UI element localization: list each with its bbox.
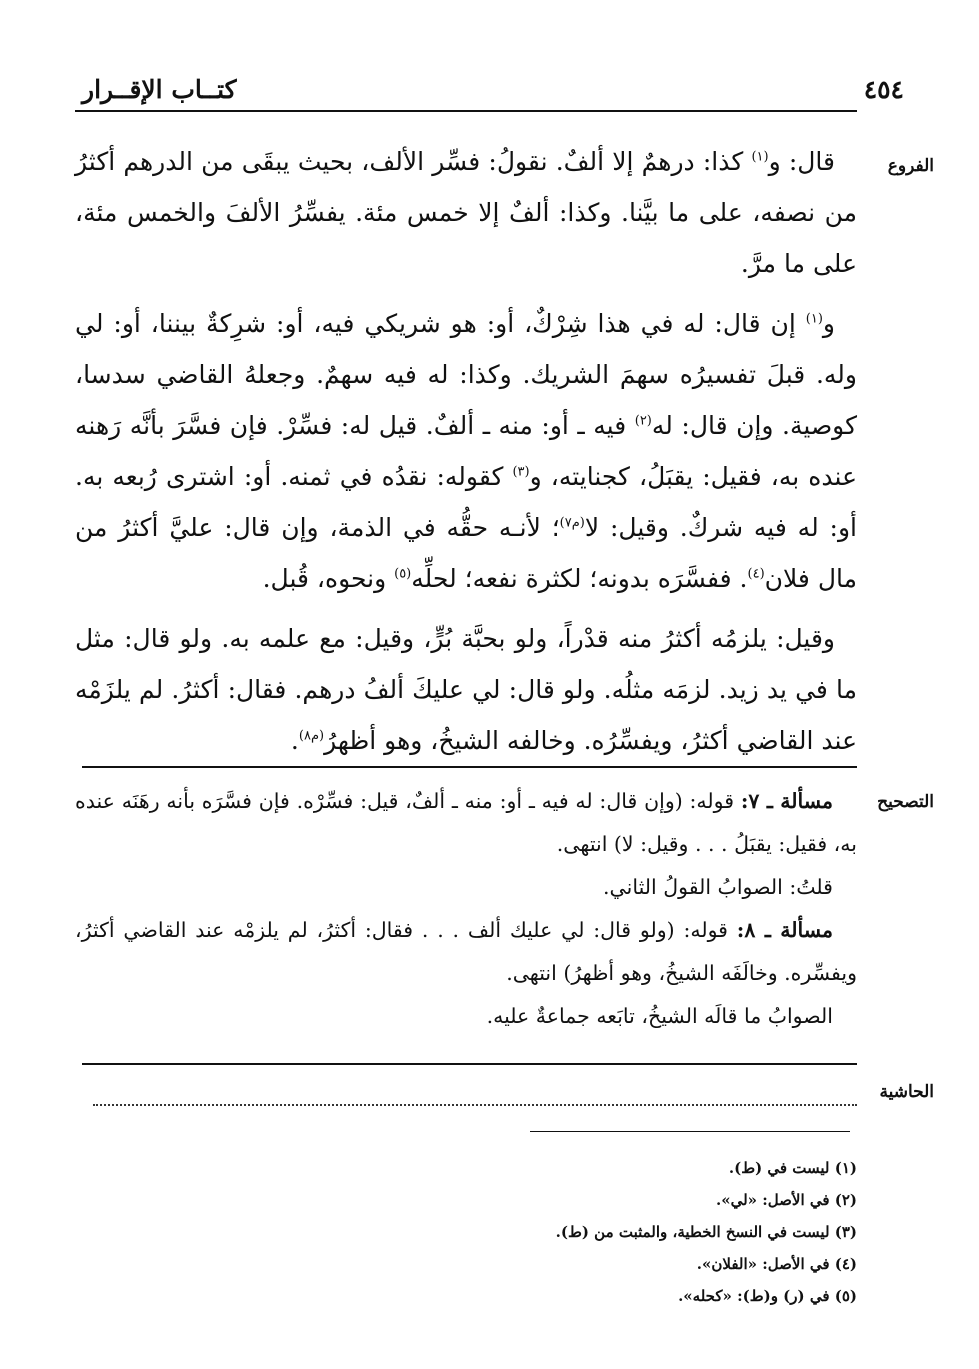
section-rule-hashiya: [82, 1063, 857, 1065]
footnote-ref: (٣): [512, 464, 530, 480]
footnotes: [300, 1152, 857, 1312]
footnote-ref: (٥): [394, 566, 412, 582]
footnote-rule: [530, 1131, 850, 1132]
main-paragraph-3: وقيل: يلزمُه أكثرُ منه قدْراً، ولو بحبَّة بُرٍّ، وقيل: مع علمه به. ولو قال: مثل ما في يد زيد. لزمَه مثلُه. ولو قال: لي عليكَ ألفُ درهم. فقال: أكثرُ. لم يلزَمْه عند القاضي أكثرُ، ويفسِّرُه. وخالفه الشيخُ، وهو أظهرُ$^{(م٨)}$.: [75, 624, 857, 755]
main-paragraph-2: و$^{(١)}$ إن قال: له في هذا شِرْكٌ، أو: هو شريكي فيه، أو: شرِكةٌ بيننا، أو: لي وله. قبلَ تفسيرُه سهمَ الشريك. وكذا: له فيه سهمٌ. وجعلهُ القاضي سدسا، كوصية. وإن قال: له$^{(٢)}$ فيه ـ أو: منه ـ ألفٌ. قيل له: فسِّرْ. فإن فسَّرَ بأنَّه رَهنه عنده به، فقيل: يقبَلُ، كجنايته، و$^{(٣)}$ كقوله: نقدُه في ثمنه. أو: اشترى رُبعه به. أو: له فيه شركٌ. وقيل: لا$^{(م٧)}$؛ لأنـه حقُّه في الذمة، وإن قال: عليَّ أكثرُ من مال فلان$^{(٤)}$. ففسَّرَه بدونه؛ لكثرة نفعه؛ لحلِّه$^{(٥)}$ ونحوه، قُبل.: [75, 309, 857, 593]
side-label-furu: الفروع: [887, 156, 934, 176]
header-rule: [75, 110, 857, 112]
page-number: ٤٥٤: [863, 75, 904, 104]
side-label-tashih: التصحيح: [877, 792, 934, 812]
footnote-ref: (١): [751, 149, 769, 165]
section-rule-tashih: [82, 766, 857, 768]
page-header: [82, 68, 904, 104]
footnote-4: (٤) في الأصل: «الفلان».: [696, 1255, 857, 1273]
correction-label: مسألة ـ ٧:: [740, 789, 833, 813]
correction-7-note: قلتُ: الصوابُ القولُ الثاني.: [603, 875, 833, 899]
footnote-3: (٣) ليست في النسخ الخطية، والمثبت من (ط).: [555, 1223, 857, 1241]
footnote-ref: (٢): [634, 413, 652, 429]
main-text: [75, 136, 857, 775]
corrections-section: [75, 780, 857, 1038]
footnote-ref: (١): [805, 311, 823, 327]
footnote-1: (١) ليست في (ط).: [728, 1159, 857, 1177]
correction-ref: (م٨): [298, 728, 325, 744]
correction-label: مسألة ـ ٨:: [736, 918, 834, 942]
side-label-hashiya: الحاشية: [879, 1082, 934, 1102]
hashiya-dotted-line: [93, 1084, 857, 1106]
correction-8-note: الصوابُ ما قالَه الشيخُ، تابَعه جماعةٌ عليه.: [486, 1004, 833, 1028]
footnote-ref: (٤): [747, 566, 765, 582]
footnote-5: (٥) في (ر) و(ط): «كحله».: [678, 1287, 857, 1305]
main-paragraph-1: قال: و$^{(١)}$ كذا: درهمٌ إلا ألفٌ. نقولُ: فسِّر الألف، بحيث يبقَى من الدرهم أكثرُ من نصفه، على ما بيَّنا. وكذا: ألفٌ إلا خمس مئة. يفسِّرُ الألفَ والخمس مئة، على ما مرَّ.: [75, 147, 857, 278]
correction-ref: (م٧): [559, 515, 585, 531]
correction-8: مسألة ـ ٨: قوله: (ولو قال: لي عليك ألف . . . فقال: أكثرُ، لم يلزمْه عند القاضي أكثرُ، ويفسِّره. وخالَفَه الشيخُ، وهو أظهرُ) انتهى.: [75, 918, 857, 985]
footnote-2: (٢) في الأصل: «لي».: [715, 1191, 857, 1209]
running-title: كتــاب الإقــرار: [82, 75, 237, 104]
correction-7: مسألة ـ ٧: قوله: (وإن قال: له فيه ـ أو: منه ـ ألفٌ، قيل: فسِّرْه. فإن فسَّرَه بأنه رهَنَه عنده به، فقيل: يقبَلُ . . . وقيل: لا) انتهى.: [75, 789, 857, 856]
